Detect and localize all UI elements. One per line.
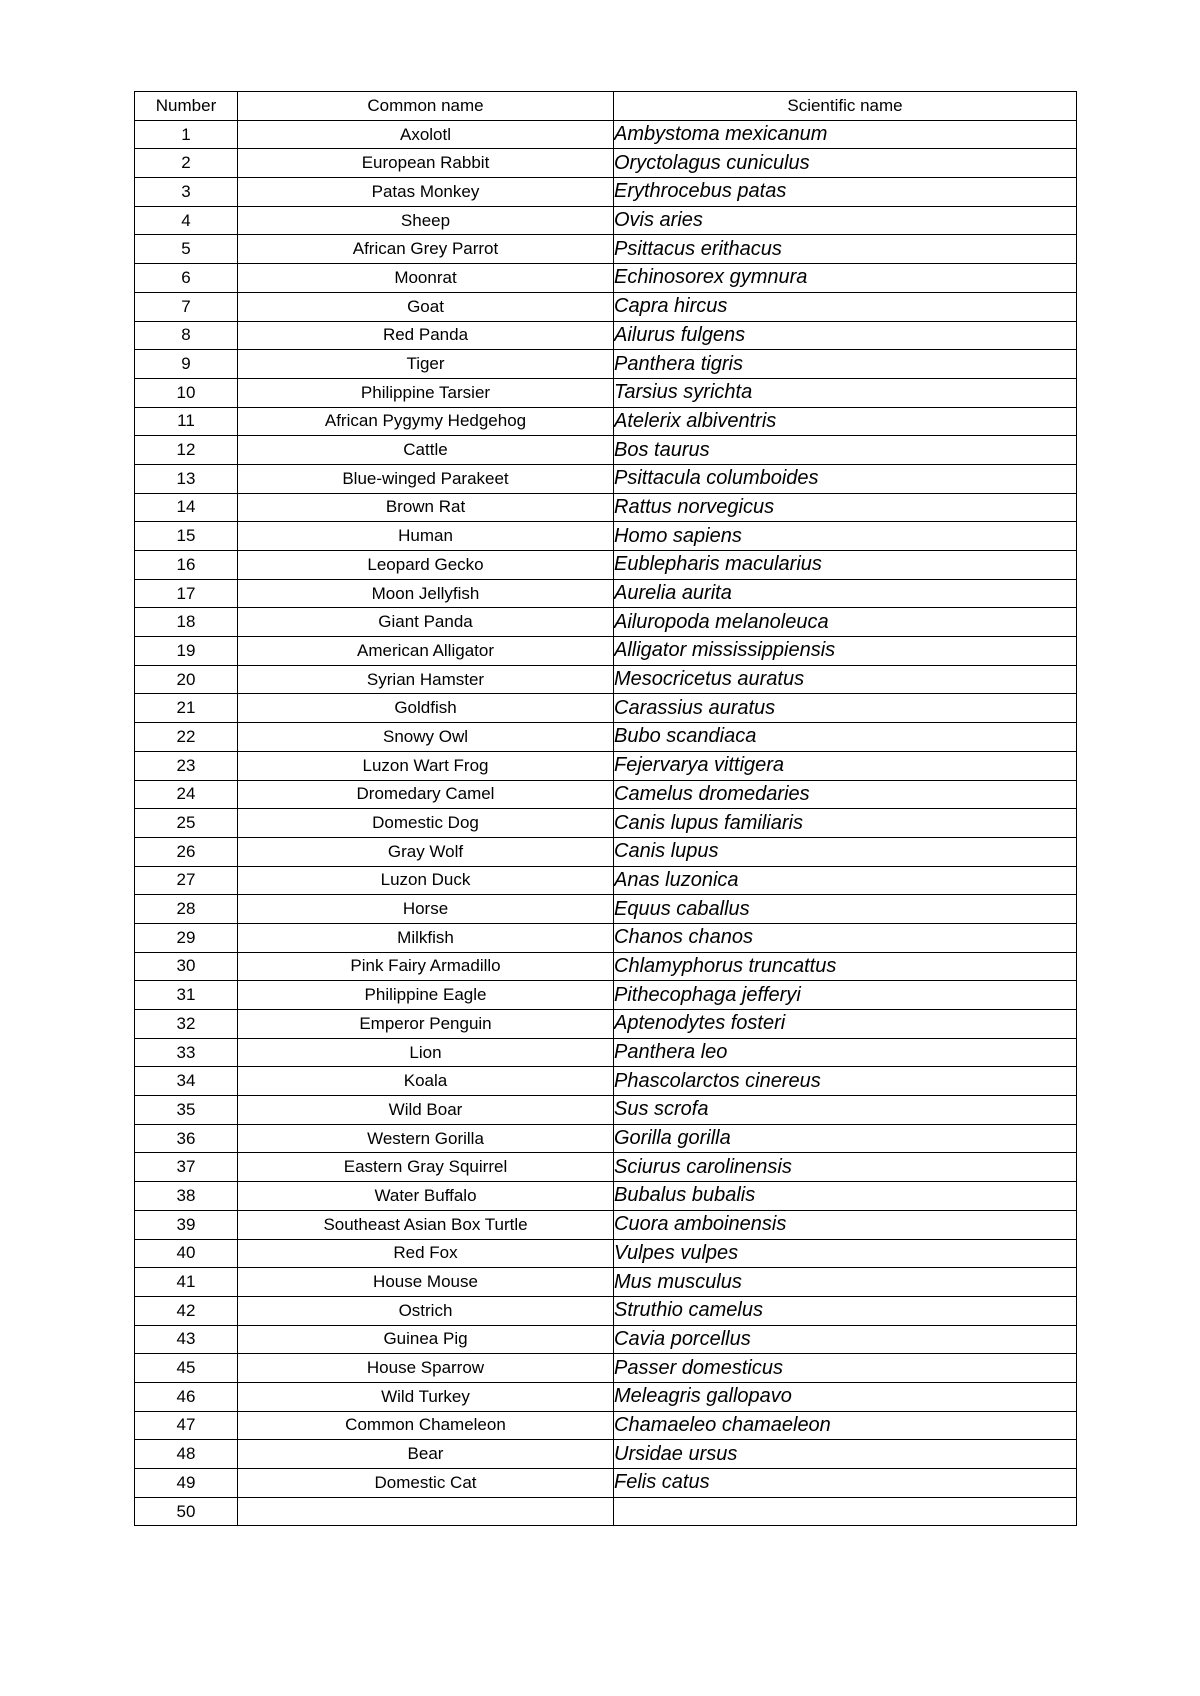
scientific-name-cell: Ailuropoda melanoleuca [614,608,1077,637]
common-name-cell: Leopard Gecko [238,551,614,580]
row-number: 5 [135,235,238,264]
table-row [135,1124,1077,1153]
common-name-cell: Moonrat [238,264,614,293]
row-number: 25 [135,809,238,838]
table-row [135,981,1077,1010]
row-number: 31 [135,981,238,1010]
common-name-cell: Syrian Hamster [238,665,614,694]
scientific-name-cell [614,1497,1077,1526]
table-row [135,206,1077,235]
scientific-name-cell: Aptenodytes fosteri [614,1010,1077,1039]
common-name-cell: Red Panda [238,321,614,350]
row-number: 1 [135,120,238,149]
table-row [135,751,1077,780]
scientific-name-cell: Mus musculus [614,1268,1077,1297]
table-row [135,1440,1077,1469]
table-row [135,608,1077,637]
row-number: 35 [135,1096,238,1125]
scientific-name-cell: Tarsius syrichta [614,378,1077,407]
common-name-cell: Koala [238,1067,614,1096]
row-number: 16 [135,551,238,580]
scientific-name-cell: Ovis aries [614,206,1077,235]
common-name-cell: Emperor Penguin [238,1010,614,1039]
common-name-cell: Water Buffalo [238,1182,614,1211]
scientific-name-cell: Oryctolagus cuniculus [614,149,1077,178]
common-name-cell: Cattle [238,436,614,465]
common-name-cell: Guinea Pig [238,1325,614,1354]
scientific-name-cell: Psittacula columboides [614,464,1077,493]
header-number: Number [135,92,238,121]
row-number: 11 [135,407,238,436]
row-number: 27 [135,866,238,895]
scientific-name-cell: Aurelia aurita [614,579,1077,608]
row-number: 49 [135,1469,238,1498]
row-number: 26 [135,837,238,866]
scientific-name-cell: Ambystoma mexicanum [614,120,1077,149]
common-name-cell: House Sparrow [238,1354,614,1383]
table-row [135,1067,1077,1096]
scientific-name-cell: Canis lupus familiaris [614,809,1077,838]
table-row [135,1296,1077,1325]
common-name-cell: Wild Turkey [238,1382,614,1411]
row-number: 8 [135,321,238,350]
scientific-name-cell: Vulpes vulpes [614,1239,1077,1268]
common-name-cell: Wild Boar [238,1096,614,1125]
scientific-name-cell: Chanos chanos [614,923,1077,952]
common-name-cell: Pink Fairy Armadillo [238,952,614,981]
scientific-name-cell: Psittacus erithacus [614,235,1077,264]
scientific-name-cell: Carassius auratus [614,694,1077,723]
table-row [135,464,1077,493]
table-row [135,1411,1077,1440]
scientific-name-cell: Ursidae ursus [614,1440,1077,1469]
scientific-name-cell: Passer domesticus [614,1354,1077,1383]
scientific-name-cell: Sciurus carolinensis [614,1153,1077,1182]
table-row [135,837,1077,866]
table-row [135,1182,1077,1211]
row-number: 38 [135,1182,238,1211]
table-row [135,235,1077,264]
scientific-name-cell: Anas luzonica [614,866,1077,895]
row-number: 28 [135,895,238,924]
common-name-cell: Philippine Tarsier [238,378,614,407]
row-number: 21 [135,694,238,723]
common-name-cell: Common Chameleon [238,1411,614,1440]
row-number: 24 [135,780,238,809]
common-name-cell: Domestic Cat [238,1469,614,1498]
common-name-cell: Moon Jellyfish [238,579,614,608]
row-number: 14 [135,493,238,522]
scientific-name-cell: Echinosorex gymnura [614,264,1077,293]
row-number: 20 [135,665,238,694]
row-number: 36 [135,1124,238,1153]
common-name-cell: Patas Monkey [238,178,614,207]
common-name-cell: Luzon Duck [238,866,614,895]
common-name-cell: Dromedary Camel [238,780,614,809]
table-row [135,809,1077,838]
common-name-cell: Giant Panda [238,608,614,637]
scientific-name-cell: Panthera tigris [614,350,1077,379]
table-row [135,1038,1077,1067]
common-name-cell: Gray Wolf [238,837,614,866]
row-number: 48 [135,1440,238,1469]
table-row [135,1382,1077,1411]
table-row [135,436,1077,465]
table-row [135,723,1077,752]
table-row [135,378,1077,407]
scientific-name-cell: Cuora amboinensis [614,1210,1077,1239]
table-row [135,1010,1077,1039]
table-header-row [135,92,1077,121]
row-number: 23 [135,751,238,780]
row-number: 7 [135,292,238,321]
table-row [135,579,1077,608]
common-name-cell: Southeast Asian Box Turtle [238,1210,614,1239]
common-name-cell: Luzon Wart Frog [238,751,614,780]
common-name-cell: Ostrich [238,1296,614,1325]
table-row [135,1469,1077,1498]
table-row [135,493,1077,522]
table-row [135,1268,1077,1297]
row-number: 41 [135,1268,238,1297]
row-number: 4 [135,206,238,235]
table-row [135,1354,1077,1383]
scientific-name-cell: Atelerix albiventris [614,407,1077,436]
common-name-cell: Axolotl [238,120,614,149]
table-row [135,1096,1077,1125]
table-row [135,1325,1077,1354]
common-name-cell: Human [238,522,614,551]
row-number: 10 [135,378,238,407]
row-number: 43 [135,1325,238,1354]
common-name-cell: Eastern Gray Squirrel [238,1153,614,1182]
row-number: 29 [135,923,238,952]
header-common-name: Common name [238,92,614,121]
common-name-cell: European Rabbit [238,149,614,178]
scientific-name-cell: Ailurus fulgens [614,321,1077,350]
scientific-name-cell: Struthio camelus [614,1296,1077,1325]
header-scientific-name: Scientific name [614,92,1077,121]
row-number: 17 [135,579,238,608]
table-row [135,292,1077,321]
table-row [135,1210,1077,1239]
common-name-cell [238,1497,614,1526]
scientific-name-cell: Alligator mississippiensis [614,637,1077,666]
table-row [135,866,1077,895]
scientific-name-cell: Sus scrofa [614,1096,1077,1125]
table-row [135,1497,1077,1526]
common-name-cell: African Pygymy Hedgehog [238,407,614,436]
row-number: 2 [135,149,238,178]
scientific-name-cell: Capra hircus [614,292,1077,321]
row-number: 50 [135,1497,238,1526]
table-row [135,321,1077,350]
table-row [135,264,1077,293]
scientific-name-cell: Felis catus [614,1469,1077,1498]
table-row [135,780,1077,809]
scientific-name-cell: Chlamyphorus truncattus [614,952,1077,981]
scientific-name-cell: Phascolarctos cinereus [614,1067,1077,1096]
table-row [135,407,1077,436]
row-number: 47 [135,1411,238,1440]
species-table [134,91,1077,1526]
common-name-cell: Red Fox [238,1239,614,1268]
scientific-name-cell: Homo sapiens [614,522,1077,551]
table-row [135,350,1077,379]
row-number: 9 [135,350,238,379]
scientific-name-cell: Bos taurus [614,436,1077,465]
table-row [135,1239,1077,1268]
common-name-cell: Tiger [238,350,614,379]
scientific-name-cell: Bubo scandiaca [614,723,1077,752]
scientific-name-cell: Bubalus bubalis [614,1182,1077,1211]
row-number: 3 [135,178,238,207]
table-row [135,1153,1077,1182]
common-name-cell: African Grey Parrot [238,235,614,264]
row-number: 22 [135,723,238,752]
common-name-cell: Brown Rat [238,493,614,522]
table-row [135,178,1077,207]
scientific-name-cell: Canis lupus [614,837,1077,866]
scientific-name-cell: Eublepharis macularius [614,551,1077,580]
scientific-name-cell: Pithecophaga jefferyi [614,981,1077,1010]
common-name-cell: Lion [238,1038,614,1067]
table-row [135,522,1077,551]
table-row [135,895,1077,924]
table-body [135,120,1077,1526]
row-number: 45 [135,1354,238,1383]
table-row [135,551,1077,580]
common-name-cell: Horse [238,895,614,924]
row-number: 42 [135,1296,238,1325]
scientific-name-cell: Camelus dromedaries [614,780,1077,809]
row-number: 34 [135,1067,238,1096]
row-number: 13 [135,464,238,493]
common-name-cell: Goat [238,292,614,321]
table-row [135,952,1077,981]
common-name-cell: Milkfish [238,923,614,952]
table-row [135,694,1077,723]
common-name-cell: Bear [238,1440,614,1469]
common-name-cell: Western Gorilla [238,1124,614,1153]
row-number: 15 [135,522,238,551]
scientific-name-cell: Gorilla gorilla [614,1124,1077,1153]
table-row [135,637,1077,666]
row-number: 18 [135,608,238,637]
scientific-name-cell: Cavia porcellus [614,1325,1077,1354]
table-row [135,120,1077,149]
row-number: 37 [135,1153,238,1182]
scientific-name-cell: Erythrocebus patas [614,178,1077,207]
scientific-name-cell: Panthera leo [614,1038,1077,1067]
row-number: 46 [135,1382,238,1411]
common-name-cell: American Alligator [238,637,614,666]
row-number: 19 [135,637,238,666]
scientific-name-cell: Mesocricetus auratus [614,665,1077,694]
common-name-cell: Domestic Dog [238,809,614,838]
table-row [135,149,1077,178]
scientific-name-cell: Equus caballus [614,895,1077,924]
row-number: 32 [135,1010,238,1039]
scientific-name-cell: Meleagris gallopavo [614,1382,1077,1411]
row-number: 30 [135,952,238,981]
common-name-cell: Goldfish [238,694,614,723]
common-name-cell: Snowy Owl [238,723,614,752]
row-number: 33 [135,1038,238,1067]
row-number: 6 [135,264,238,293]
row-number: 39 [135,1210,238,1239]
table-row [135,923,1077,952]
common-name-cell: House Mouse [238,1268,614,1297]
table-row [135,665,1077,694]
row-number: 40 [135,1239,238,1268]
common-name-cell: Blue-winged Parakeet [238,464,614,493]
common-name-cell: Philippine Eagle [238,981,614,1010]
scientific-name-cell: Fejervarya vittigera [614,751,1077,780]
scientific-name-cell: Rattus norvegicus [614,493,1077,522]
row-number: 12 [135,436,238,465]
scientific-name-cell: Chamaeleo chamaeleon [614,1411,1077,1440]
common-name-cell: Sheep [238,206,614,235]
